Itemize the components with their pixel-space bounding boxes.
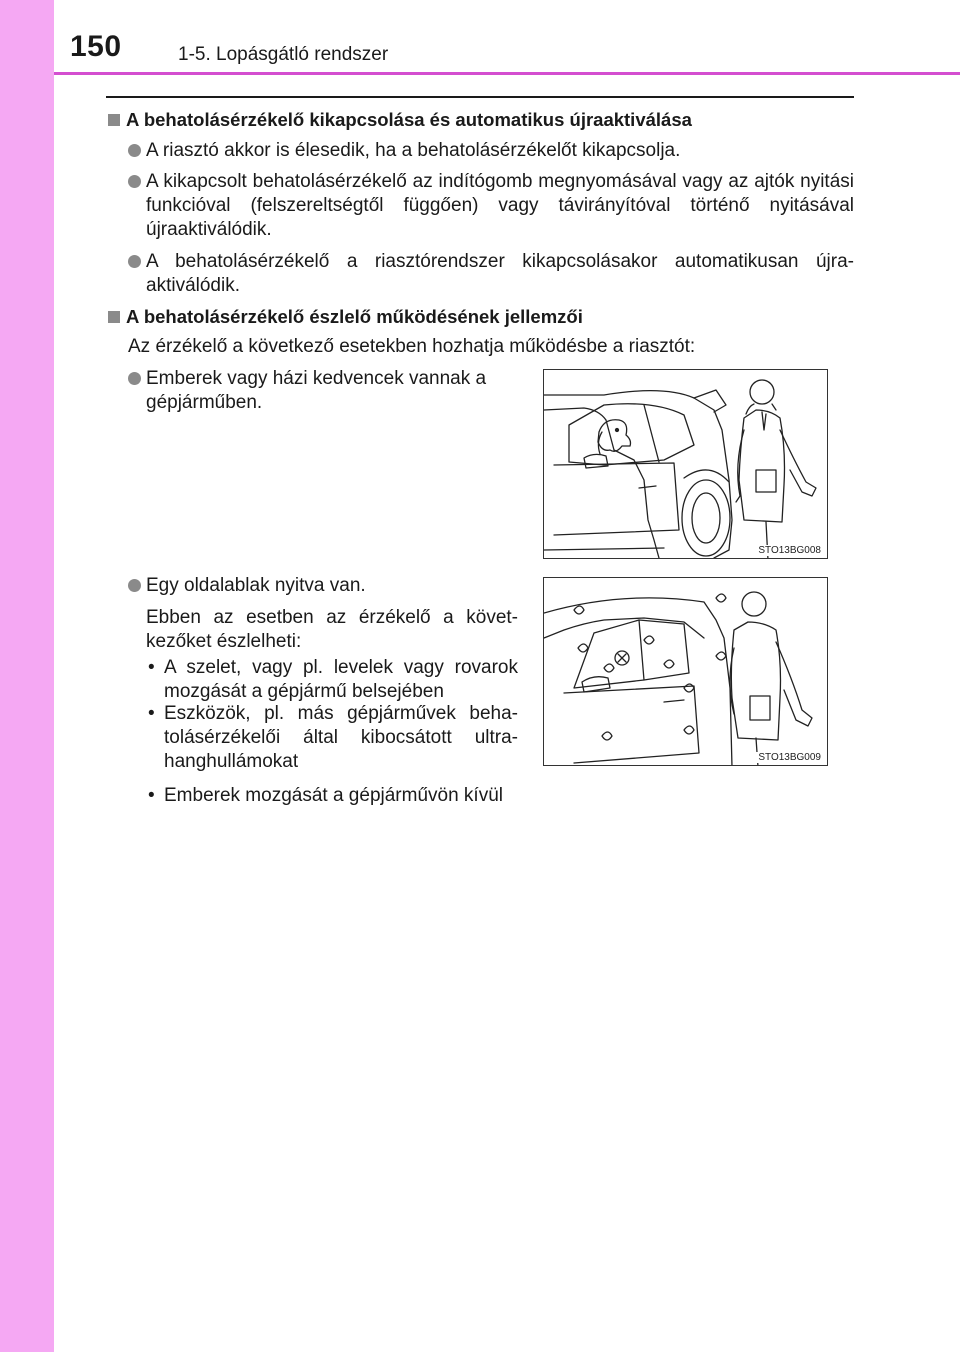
round-bullet-icon [128, 372, 141, 385]
square-bullet-icon [108, 311, 120, 323]
open-window-illustration [544, 578, 828, 766]
dash-bullet: • [148, 785, 155, 806]
car-dog-illustration [544, 370, 828, 559]
bullet-text: A kikapcsolt behatolásérzékelő az indítógomb megnyomásával vagy az ajtók nyitási funkcióval (felszereltségtől függően) vagy távirányítóval történő nyitásával újraaktiválódik. [146, 171, 854, 240]
bullet-text: A behatolásérzékelő a riasztórendszer kikapcsolásakor automatikusan újra-aktiválódik. [146, 251, 854, 296]
bullet-text: A riasztó akkor is élesedik, ha a behatolásérzékelőt kikapcsolja. [146, 140, 681, 161]
content-top-rule [106, 96, 854, 98]
dash-bullet: • [148, 703, 155, 724]
section-heading-deactivation [108, 108, 856, 132]
section-title: 1-5. Lopásgátló rendszer [178, 44, 389, 65]
section-heading-characteristics [108, 305, 856, 329]
figure-code: STO13BG009 [758, 752, 821, 763]
dash-bullet: • [148, 657, 155, 678]
round-bullet-icon [128, 175, 141, 188]
square-bullet-icon [108, 114, 120, 126]
dash-item-text: A szelet, vagy pl. levelek vagy rovarok mozgását a gépjármű belsejében [164, 657, 518, 702]
figure-pet-in-vehicle [543, 369, 828, 559]
figure-open-window [543, 577, 828, 766]
heading-text: A behatolásérzékelő észlelő működésének jellemzői [126, 306, 583, 327]
figure-code: STO13BG008 [758, 545, 821, 556]
bullet-text: Egy oldalablak nyitva van. [146, 575, 366, 596]
sub-text: Ebben az esetben az érzékelő a követ-kezőket észlelheti: [146, 607, 518, 652]
round-bullet-icon [128, 579, 141, 592]
bullet-text: Emberek vagy házi kedvencek vannak a gépjárműben. [146, 368, 487, 413]
dash-item-text: Emberek mozgását a gépjárművön kívül [164, 785, 503, 806]
page-number: 150 [70, 30, 122, 63]
heading-text: A behatolásérzékelő kikapcsolása és automatikus újraaktiválása [126, 109, 692, 130]
header-rule [54, 72, 960, 75]
dash-item-text: Eszközök, pl. más gépjárművek beha-tolásérzékelői által kibocsátott ultra-hanghullámokat [164, 703, 518, 772]
round-bullet-icon [128, 255, 141, 268]
side-color-strip [0, 0, 54, 1352]
intro-text: Az érzékelő a következő esetekben hozhatja működésbe a riasztót: [128, 336, 696, 357]
round-bullet-icon [128, 144, 141, 157]
